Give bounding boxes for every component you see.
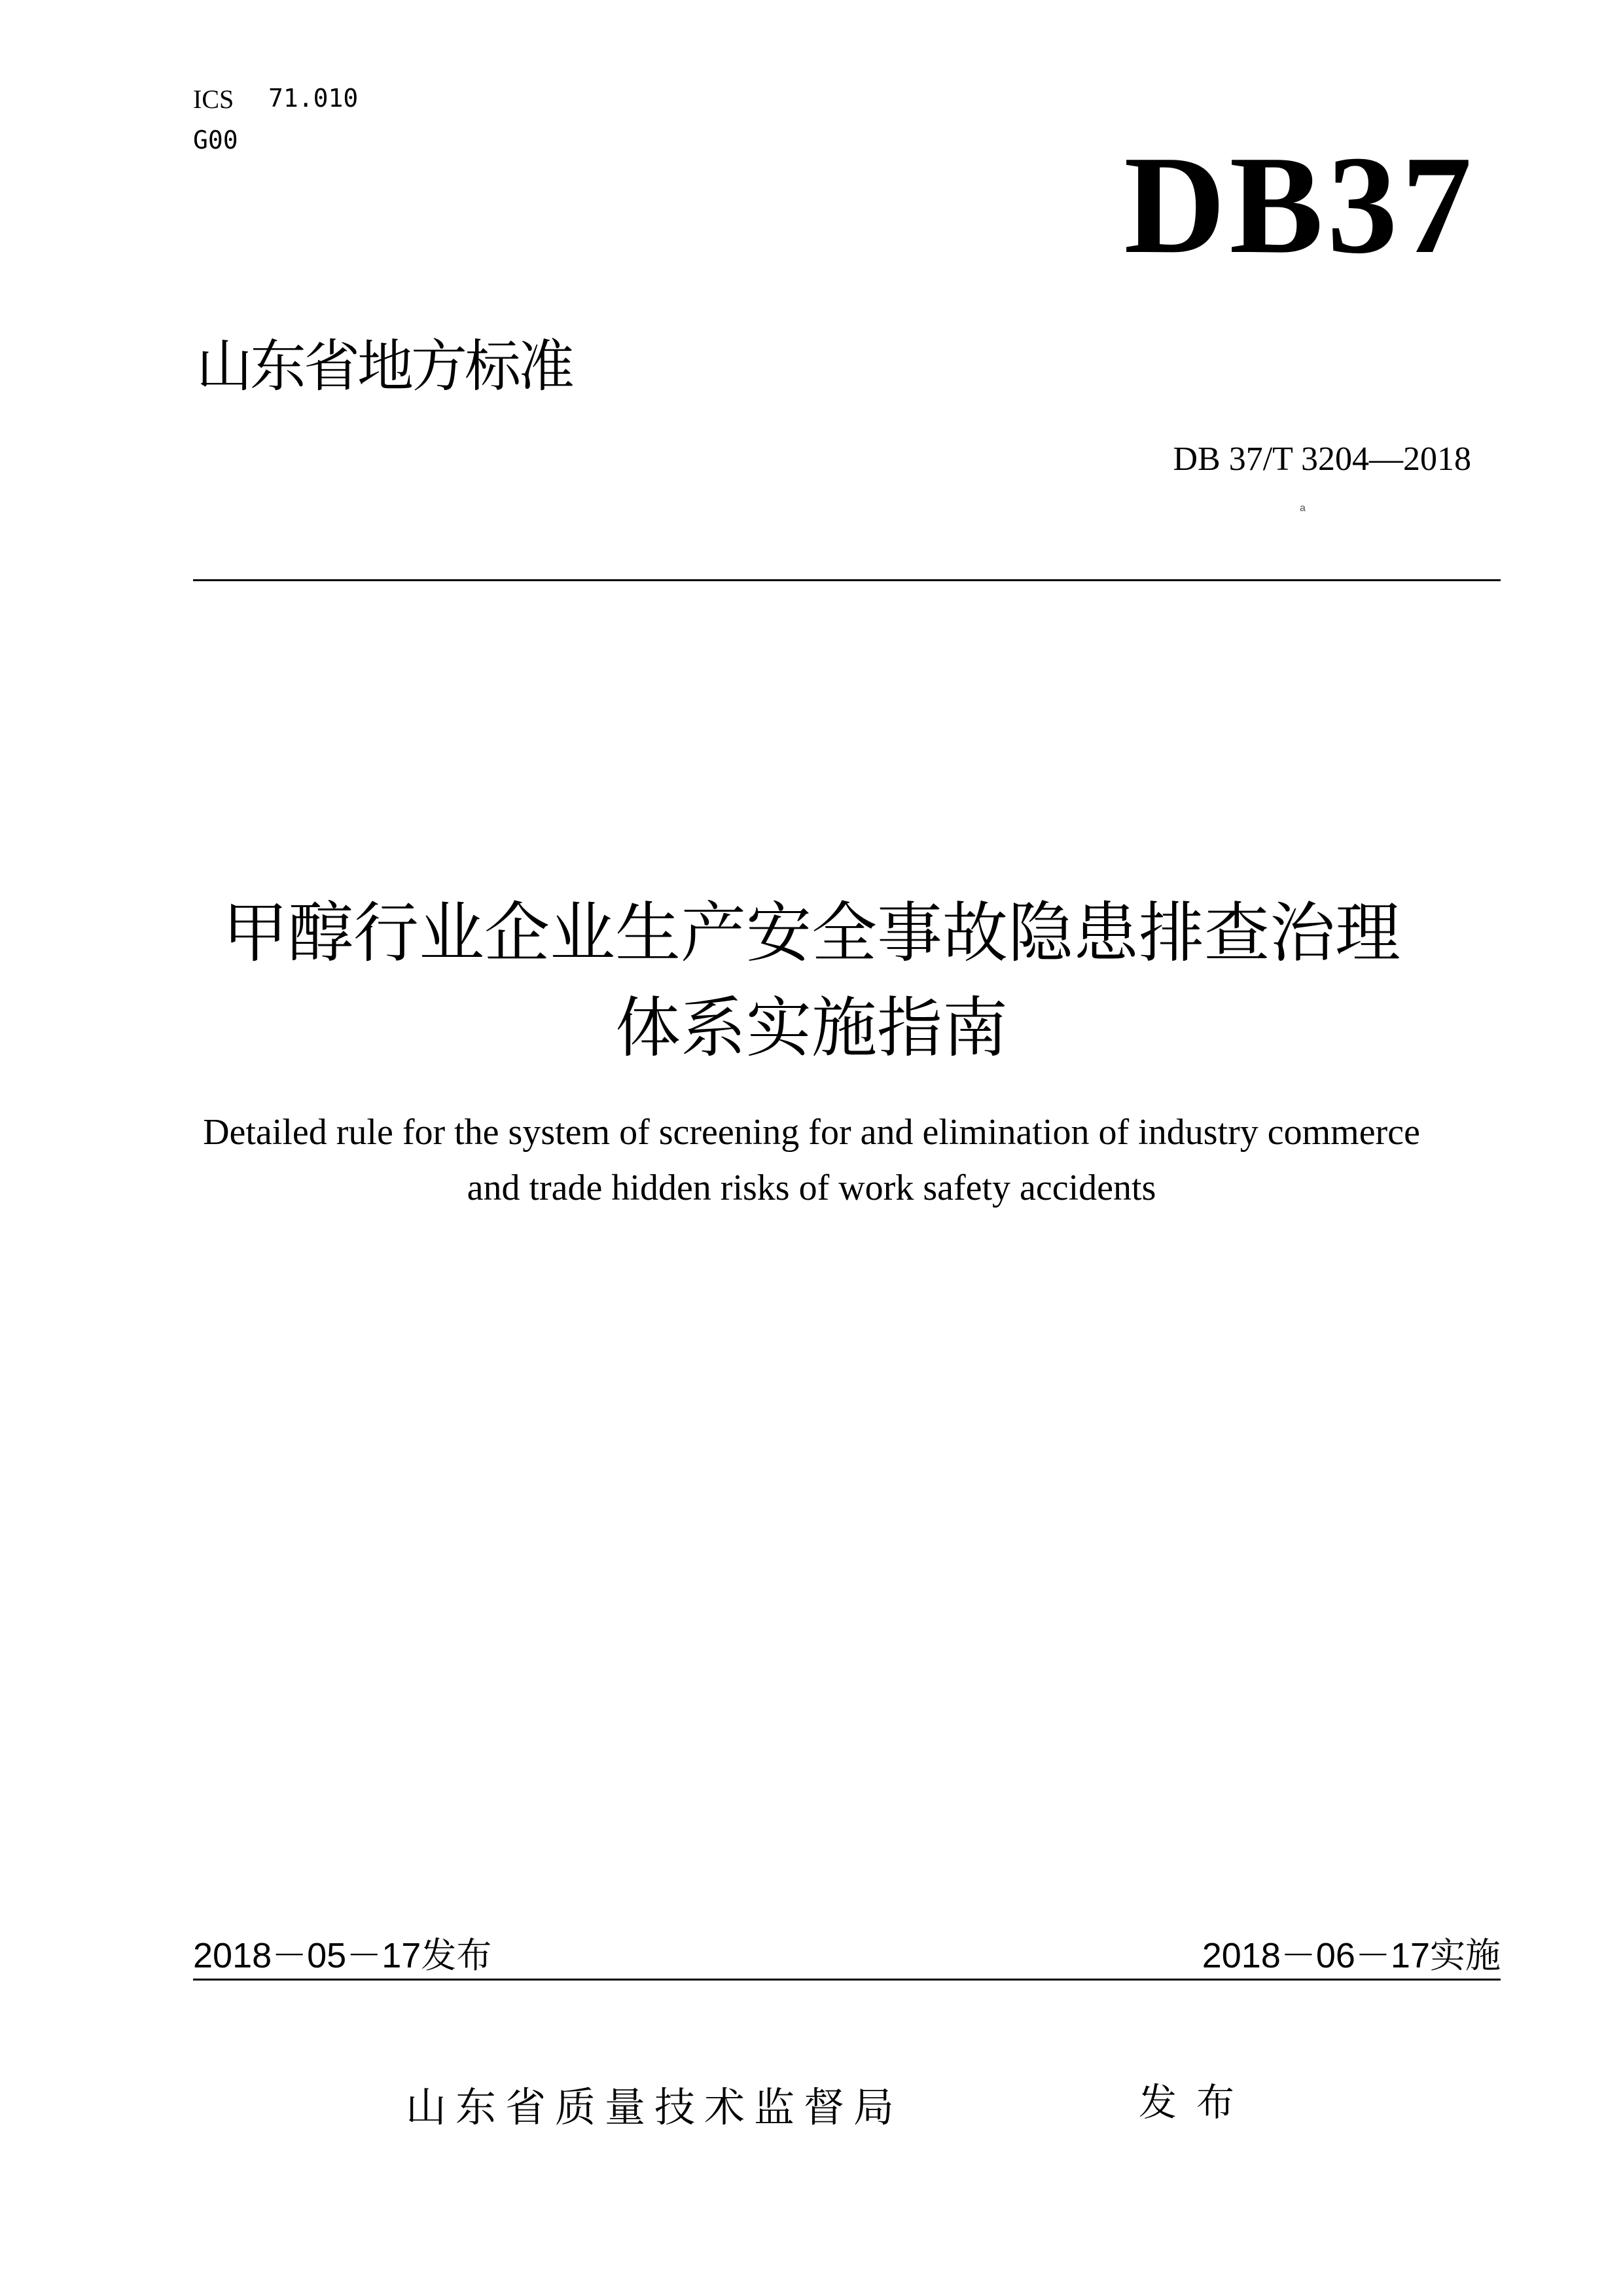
title-en-line2: and trade hidden risks of work safety accidents	[467, 1168, 1156, 1208]
top-divider	[193, 579, 1501, 581]
ccs-code: G00	[193, 126, 238, 154]
db-code-logo: DB37	[1124, 126, 1476, 283]
publish-date: 2018－05－17发布	[193, 1936, 492, 1975]
standard-type: 山东省地方标准	[196, 334, 572, 399]
issue-word: 发布	[1139, 2080, 1255, 2125]
title-en-line1: Detailed rule for the system of screening for and elimination of industry commerce	[203, 1112, 1420, 1153]
small-mark: a	[1300, 503, 1306, 514]
title-zh-line2: 体系实施指南	[615, 990, 1008, 1066]
ics-label: ICS	[193, 84, 234, 114]
bottom-divider	[193, 1979, 1501, 1981]
standard-number: DB 37/T 3204—2018	[1173, 440, 1471, 478]
ics-code: 71.010	[268, 84, 359, 113]
title-zh-line1: 甲醇行业企业生产安全事故隐患排查治理	[223, 895, 1400, 971]
issuer: 山东省质量技术监督局	[406, 2083, 904, 2131]
implement-date: 2018－06－17实施	[1202, 1936, 1501, 1975]
